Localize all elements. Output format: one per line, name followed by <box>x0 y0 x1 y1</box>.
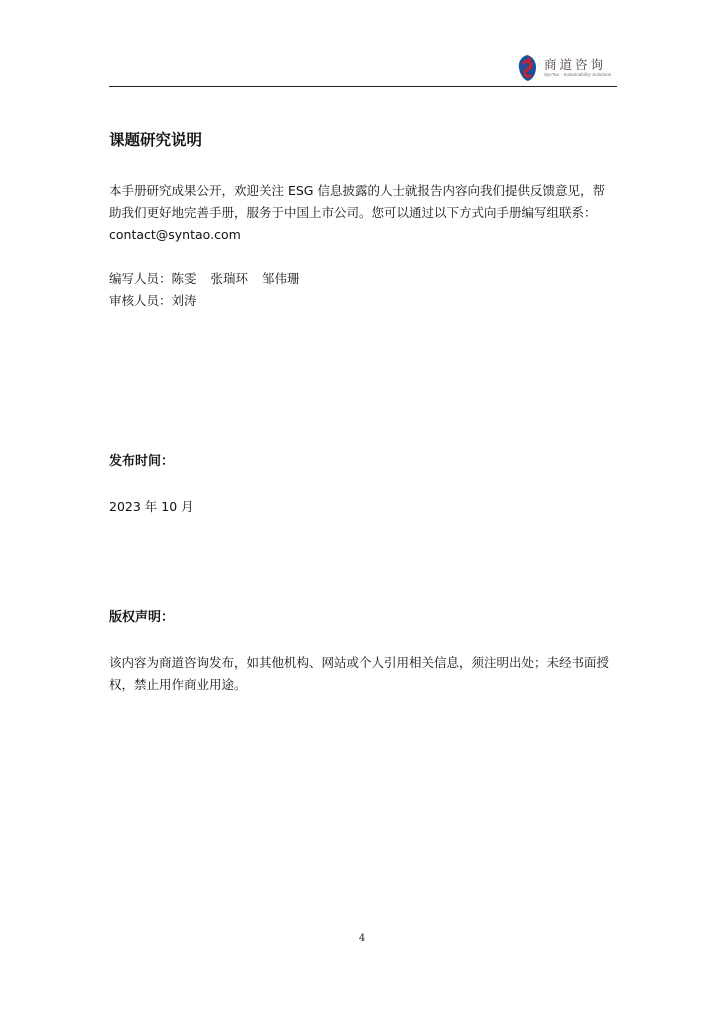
authors-label: 编写人员： <box>109 271 172 286</box>
reviewers-label: 审核人员： <box>109 293 172 308</box>
contact-email: contact@syntao.com <box>109 227 241 242</box>
authors-line <box>109 268 300 290</box>
credits-block <box>109 268 300 312</box>
company-logo <box>516 54 620 82</box>
author-name: 张瑞环 <box>210 271 249 286</box>
page-number: 4 <box>358 933 366 944</box>
reviewers-line <box>109 290 300 312</box>
author-name: 邹伟珊 <box>262 271 300 286</box>
intro-line: 本手册研究成果公开，欢迎关注 ESG 信息披露的人士就报告内容向我们提供反馈意见，帮 <box>109 183 605 198</box>
copyright-paragraph <box>109 652 609 696</box>
logo-tagline: SynTao · Sustainability Solutions <box>544 72 612 77</box>
reviewer-name: 刘涛 <box>171 293 197 308</box>
header-divider <box>109 86 617 87</box>
copyright-line: 权，禁止用作商业用途。 <box>109 677 247 692</box>
copyright-title: 版权声明： <box>109 610 175 625</box>
intro-paragraph <box>109 180 605 246</box>
release-title: 发布时间： <box>109 454 175 469</box>
logo-name: 商道咨询 <box>544 57 607 72</box>
release-date: 2023 年 10 月 <box>109 499 194 514</box>
copyright-line: 该内容为商道咨询发布，如其他机构、网站或个人引用相关信息，须注明出处；未经书面授 <box>109 655 610 670</box>
author-name: 陈雯 <box>171 271 197 286</box>
intro-line: 助我们更好地完善手册，服务于中国上市公司。您可以通过以下方式向手册编写组联系： <box>109 205 597 220</box>
section-title: 课题研究说明 <box>109 131 203 149</box>
logo-emblem-icon <box>516 54 538 82</box>
